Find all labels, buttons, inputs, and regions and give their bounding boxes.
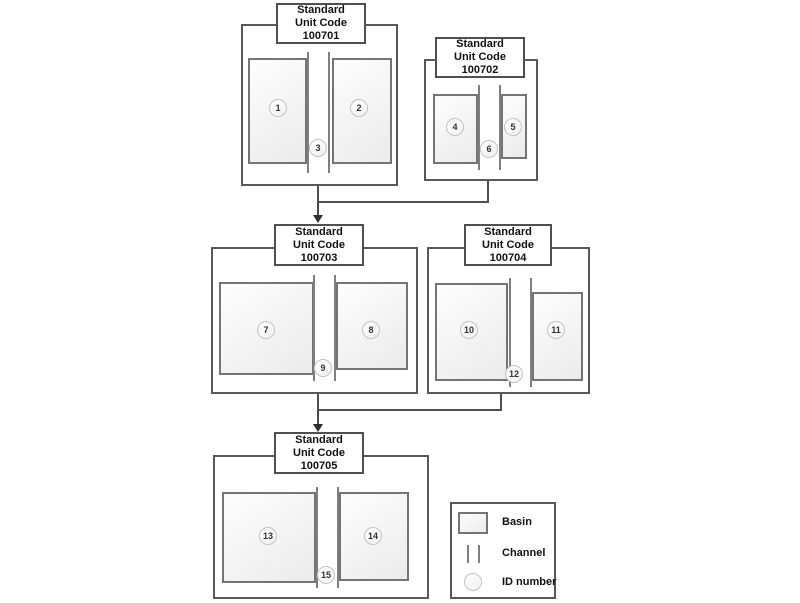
id-circle: 5 [504,118,522,136]
id-circle: 3 [309,139,327,157]
unit-label-line1: Standard [295,433,343,446]
channel-swatch-icon [467,545,469,563]
id-circle: 8 [362,321,380,339]
id-circle: 12 [505,365,523,383]
channel-line [334,275,336,381]
id-circle: 15 [317,566,335,584]
unit-label [274,432,364,474]
id-circle: 1 [269,99,287,117]
unit-code: 100705 [300,459,338,472]
id-circle: 9 [314,359,332,377]
unit-label-line1: Standard [295,225,343,238]
unit-label-line2: Unit Code [293,446,345,459]
unit-label-line2: Unit Code [293,238,345,251]
legend-id-number-label: ID number [502,576,557,588]
legend-basin-label: Basin [502,516,532,528]
id-circle: 11 [547,321,565,339]
unit-label [276,3,366,44]
unit-label-line1: Standard [297,4,345,16]
id-circle: 13 [259,527,277,545]
unit-label [274,224,364,266]
unit-label [464,224,552,266]
channel-line [530,278,532,387]
unit-code: 100704 [489,251,527,264]
connector-line [487,180,489,203]
unit-label-line2: Unit Code [295,17,347,29]
id-circle: 2 [350,99,368,117]
connector-line [317,409,502,411]
arrow-down-icon [313,215,323,223]
id-circle: 10 [460,321,478,339]
basin-swatch-icon [458,512,488,534]
id-circle: 4 [446,118,464,136]
legend-channel-label: Channel [502,547,546,559]
unit-code: 100702 [461,64,499,76]
unit-label-line1: Standard [484,225,532,238]
id-circle: 14 [364,527,382,545]
unit-label [435,37,525,78]
id-circle: 7 [257,321,275,339]
id-circle-swatch-icon [464,573,482,591]
connector-line [317,185,319,215]
unit-code: 100703 [300,251,338,264]
unit-code: 100701 [302,30,340,42]
channel-line [328,52,330,173]
arrow-down-icon [313,424,323,432]
unit-label-line1: Standard [456,38,504,50]
channel-line [337,487,339,588]
channel-swatch-icon [478,545,480,563]
id-circle: 6 [480,140,498,158]
unit-label-line2: Unit Code [454,51,506,63]
unit-label-line2: Unit Code [482,238,534,251]
channel-line [478,85,480,170]
channel-line [499,85,501,170]
connector-line [317,201,489,203]
channel-line [307,52,309,173]
